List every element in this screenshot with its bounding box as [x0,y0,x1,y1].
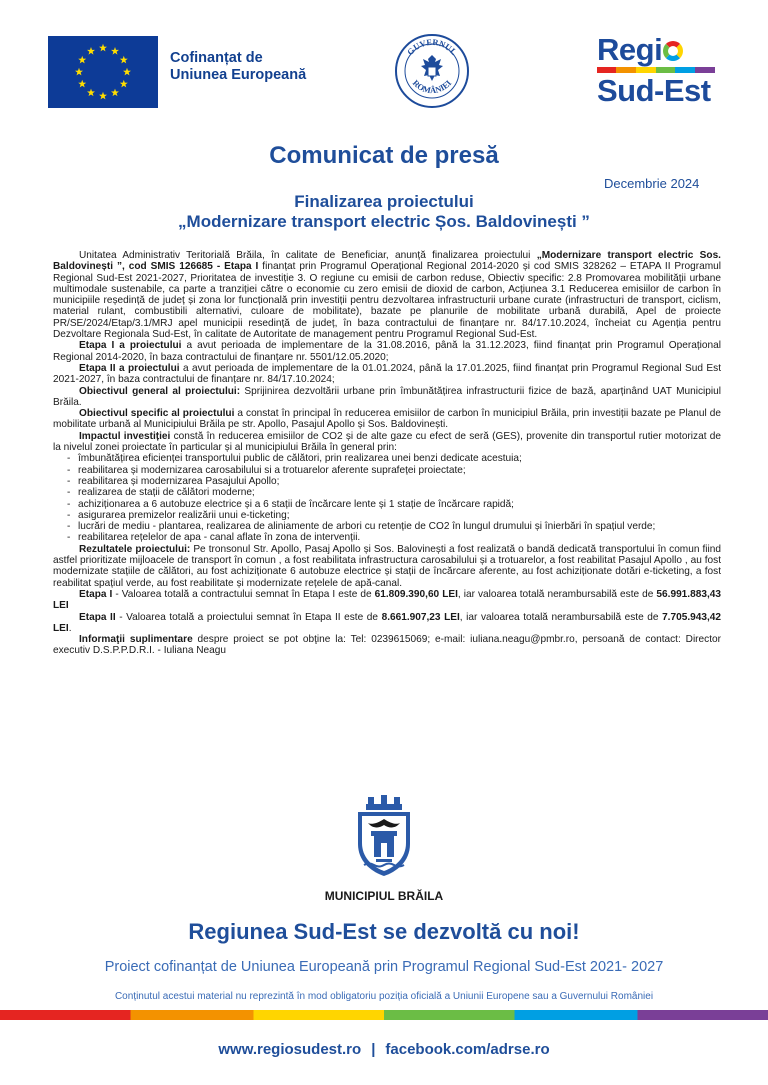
municipality-label: MUNICIPIUL BRĂILA [324,889,444,903]
eu-star-icon [120,80,128,88]
list-item: - reabilitarea rețelelor de apa - canal aflate în zona de intervenții. [67,532,361,544]
stage-2-paragraph: Etapa II a proiectului a avut perioada de implementare de la 01.01.2024, până la 17.01.2025, fiind finanțat prin Programul Regional Sud Est 2021-2027, în baza contractului de finanțare nr. 84/17.10.2024; [53,362,721,386]
eagle-icon [421,55,443,81]
eu-star-icon [78,56,86,64]
eu-star-icon [87,47,95,55]
list-item: - îmbunătățirea eficienței transportului public de călători, prin realizarea unei benzi dedicate acestuia; [67,453,522,465]
stage-2-value-paragraph: Etapa II - Valoarea totală a proiectului semnat în Etapa II este de 8.661.907,23 LEI, iar valoarea totală nerambursabilă este de 7.705.943,42 LEI. [53,611,721,634]
list-item: - lucrări de mediu - plantarea, realizarea de aliniamente de arbori cu retenție de CO2 în lungul drumului și înierbări în spațiul verde; [67,521,656,533]
stage-1-paragraph: Etapa I a proiectului a avut perioada de implementare de la 31.08.2016, până la 31.12.2023, fiind finanțat prin Programul Operațional Regional 2014-2020, în baza contractului de finanțare nr. 5501/12.05.2020; [53,340,721,363]
general-objective-paragraph: Obiectivul general al proiectului: Sprijinirea dezvoltării urbane prin îmbunătățirea infrastructurii fizice de bază, aparținând UAT Municipiul Brăila. [53,385,721,408]
footer-links [0,1041,768,1058]
government-seal-logo [394,33,470,109]
eu-star-icon [99,44,107,52]
specific-objective-paragraph: Obiectivul specific al proiectului a constat în principal în reducerea emisiilor de carbon în municipiul Brăila, prin investiții bazate pe Planul de mobilitate urbană al Municipiului Brăila pe str. Apollo, Pasajul Apollo și Sos. Baldovinești. [53,408,722,431]
intro-paragraph: Unitatea Administrativ Teritorială Brăila, în calitate de Beneficiar, anunță finalizarea proiectului „Modernizare transport electric Sos. Baldovinești ”, cod SMIS 126685 - Etapa I finanțat prin Programul Operațional Regional 2014-2020 și cod SMIS 328262 – ETAPA II Programul Regional Sud-Est 2021-2027, Prioritatea de investiție 3. O regiune cu emisii de carbon reduse, Obiectiv specific: 2.8 Promovarea mobilității urbane multimodale sustenabile, ca parte a tranziției către o economie cu zero emisii de dioxid de carbon, Acțiunea 3.1 Reducerea emisiilor de carbon în municipiile reședință de județ și zona lor funcțională prin investiții pentru dezvoltarea infrastructurii urbane curate (infrastructuri de transport, ciclism, material rulant, combustibili alternativi, culoare de mobilitate), bazate pe planurile de mobilitate urbană durabilă, Apel de proiecte PR/SE/2024/Etap/3.1/MRJ apel municipii resedință de județ, în baza contractului de finanțare nr. 84/17.10.2024, încheiat cu Agenția pentru Dezvoltare Regionala Sud-Est, în calitate de Autoritate de management pentru Programul Regional Sud-Est. [53,250,721,341]
link-separator: | [371,1041,376,1058]
page-title: Comunicat de presă [269,142,499,169]
seal-bottom-text: ROMÂNIEI [410,77,454,96]
seal-top-text: GUVERNUL [405,36,460,57]
eu-star-icon [99,92,107,100]
eu-star-icon [123,68,131,76]
list-item: - asigurarea premizelor realizării unui e-ticketing; [67,509,290,521]
eu-line-1: Cofinanțat de [170,50,263,66]
facebook-link[interactable]: facebook.com/adrse.ro [385,1041,550,1058]
eu-line-2: Uniunea Europeană [170,67,307,83]
eu-cofinance-label [170,50,306,84]
eu-star-icon [75,68,83,76]
regio-ring-icon [663,41,683,61]
eu-flag-logo [48,36,158,108]
subtitle-line-2: „Modernizare transport electric Șos. Baldovinești ” [178,212,590,231]
stage-1-value-paragraph: Etapa I - Valoarea totală a contractului semnat în Etapa I este de 61.809.390,60 LEI, iar valoarea totală nerambursabilă este de 56.991.883,43 LEI [53,588,721,612]
list-item: - reabilitarea și modernizarea carosabilului si a trotuarelor aferente suprafeței proiectate; [67,464,466,476]
slogan: Regiunea Sud-Est se dezvoltă cu noi! [188,919,580,944]
eu-star-icon [120,56,128,64]
results-paragraph: Rezultatele proiectului: Pe tronsonul Str. Apollo, Pasaj Apollo și Sos. Balovinești a fost realizată o bandă dedicată transportului în comun fiind astfel prioritizate mijloacele de transport în comun , a fost reabilitata infrastructura carosabilului și a trotuarelor, a fost reabilitat Pasajul Apollo , au fost modernizate stațiile de călători, au fost achiziționate 6 autobuze electrice și stații de încărcare aferente, au fost achiziționate dotări e-ticketing, a fost reabilitat spațiul verde, au fost reabilitate și modernizate rețelele de apă-canal. [53,543,721,589]
cofinance-statement: Proiect cofinanțat de Uniunea Europeană prin Programul Regional Sud-Est 2021- 2027 [104,959,664,975]
impact-list [53,453,721,543]
list-item: - realizarea de stații de călători moderne; [67,487,255,499]
list-item: - achiziționarea a 6 autobuze electrice și a 6 stații de încărcare lente și 1 stație de încărcare rapidă; [67,498,514,510]
eu-star-icon [111,47,119,55]
disclaimer: Conținutul acestui material nu reprezintă în mod obligatoriu poziția oficială a Uniunii Europene sau a Guvernului României [114,991,654,1002]
eu-star-icon [78,80,86,88]
rainbow-divider [0,1010,768,1020]
subtitle-line-1: Finalizarea proiectului [294,192,474,211]
eu-stars-icon [48,36,158,108]
contact-paragraph: Informaţii suplimentare despre proiect se pot obţine la: Tel: 0239615069; e-mail: iuliana.neagu@pmbr.ro, persoană de contact: Director executiv D.S.P.P.D.R.I. - Iuliana Neagu [53,634,721,657]
regio-sud-est-logo [597,34,722,114]
press-release-body [53,250,721,657]
regio-logo-top: Regi [597,34,722,65]
release-date: Decembrie 2024 [604,176,700,191]
impact-paragraph: Impactul investiției constă în reducerea emisiilor de CO2 și de alte gaze cu efect de seră (GES), provenite din transportul rutier motorizat de la nivelul zonei proiectate în particular și al municipiului Brăila în general prin: [53,430,721,454]
eu-star-icon [111,89,119,97]
list-item: - reabilitarea și modernizarea Pasajului Apollo; [67,475,280,487]
eu-star-icon [87,89,95,97]
braila-coat-of-arms-icon [354,795,414,877]
website-link[interactable]: www.regiosudest.ro [218,1041,362,1058]
regio-logo-bottom: Sud-Est [597,73,711,108]
